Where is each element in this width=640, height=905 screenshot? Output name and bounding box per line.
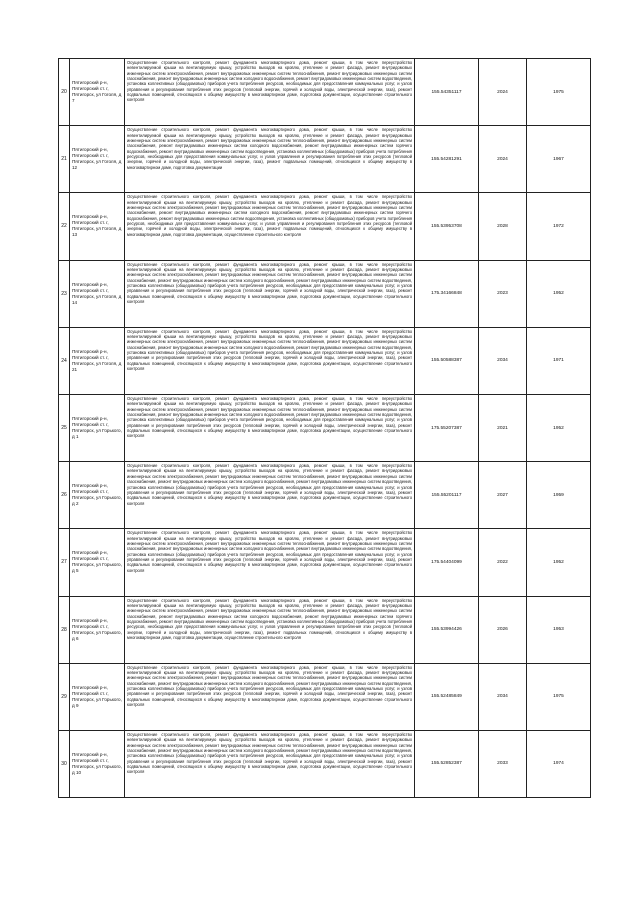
- row-code: 155.52852387: [415, 730, 479, 797]
- row-works: Осуществление строительного контроля, ремонт фундамента многоквартирного дома, ремонт крыши, в том числе переустройство невентилируемой крыши на вентилируемую крышу, устройство выходов на кровлю, утепление и ремонт фасада, ремонт внутридомовых инженерных систем электроснабжения, ремонт внутридомовых инженерных систем теплоснабжения, ремонт внутридомовых инженерных систем газоснабжения, ремонт внутридомовых инженерных систем холодного водоснабжения, ремонт внутридомовых инженерных систем горячего водоснабжения, ремонт внутридомовых инженерных систем водоотведения, установка коллективных (общедомовых) приборов учета потребления ресурсов, необходимых для предоставления коммунальных услуг, и узлов управления и регулирования потребления этих ресурсов (тепловой энергии, горячей и холодной воды, электрической энергии, газа), ремонт подвальных помещений, относящихся к общему имуществу в многоквартирном доме, подготовка документации: [125, 126, 415, 193]
- row-code: 155.55201117: [415, 462, 479, 529]
- row-year: 2024: [479, 126, 527, 193]
- table-row: [59, 126, 591, 193]
- row-built-year: 1974: [527, 730, 591, 797]
- table-row: [59, 394, 591, 461]
- row-number: 30: [59, 730, 70, 797]
- row-address: Пятигорский р-н, Пятигорский ст. г, Пятигорск, ул Горького, д 6: [70, 596, 125, 663]
- row-number: 20: [59, 59, 70, 126]
- row-address: Пятигорский р-н, Пятигорский ст. г, Пятигорск, ул Горького, д 5: [70, 529, 125, 596]
- row-year: 2026: [479, 596, 527, 663]
- row-built-year: 1967: [527, 126, 591, 193]
- row-address: Пятигорский р-н, Пятигорский ст. г, Пятигорск, ул Гоголя, д 13: [70, 193, 125, 260]
- row-number: 27: [59, 529, 70, 596]
- row-number: 23: [59, 260, 70, 327]
- row-built-year: 1959: [527, 462, 591, 529]
- row-works: Осуществление строительного контроля, ремонт фундамента многоквартирного дома, ремонт крыши, в том числе переустройство невентилируемой крыши на вентилируемую крышу, устройство выходов на кровлю, утепление и ремонт фасада, ремонт внутридомовых инженерных систем электроснабжения, ремонт внутридомовых инженерных систем теплоснабжения, ремонт внутридомовых инженерных систем газоснабжения, ремонт внутридомовых инженерных систем холодного водоснабжения, ремонт внутридомовых инженерных систем водоотведения, установка коллективных (общедомовых) приборов учета потребления ресурсов, необходимых для предоставления коммунальных услуг, и узлов управления и регулирования потребления этих ресурсов (тепловой энергии, горячей и холодной воды, электрической энергии, газа), ремонт подвальных помещений, относящихся к общему имуществу в многоквартирном доме, подготовка документации, осуществление строительного контроля: [125, 529, 415, 596]
- table-row: [59, 327, 591, 394]
- row-year: 2028: [479, 193, 527, 260]
- row-year: 2034: [479, 327, 527, 394]
- row-works: Осуществление строительного контроля, ремонт фундамента многоквартирного дома, ремонт крыши, в том числе переустройство невентилируемой крыши на вентилируемую крышу, устройство выходов на кровлю, утепление и ремонт фасада, ремонт внутридомовых инженерных систем электроснабжения, ремонт внутридомовых инженерных систем теплоснабжения, ремонт внутридомовых инженерных систем газоснабжения, ремонт внутридомовых инженерных систем холодного водоснабжения, ремонт внутридомовых инженерных систем горячего водоснабжения, ремонт внутридомовых инженерных систем водоотведения, установка коллективных (общедомовых) приборов учета потребления ресурсов, необходимых для предоставления коммунальных услуг, и узлов управления и регулирования потребления этих ресурсов (тепловой энергии, горячей и холодной воды, электрической энергии, газа), ремонт подвальных помещений, относящихся к общему имуществу в многоквартирном доме, подготовка документации, осуществление строительного контроля: [125, 596, 415, 663]
- row-number: 28: [59, 596, 70, 663]
- row-code: 155.53994426: [415, 596, 479, 663]
- row-year: 2021: [479, 394, 527, 461]
- row-code: 155.53953708: [415, 193, 479, 260]
- row-built-year: 1975: [527, 59, 591, 126]
- row-works: Осуществление строительного контроля, ремонт фундамента многоквартирного дома, ремонт крыши, в том числе переустройство невентилируемой крыши на вентилируемую крышу, устройство выходов на кровлю, утепление и ремонт фасада, ремонт внутридомовых инженерных систем электроснабжения, ремонт внутридомовых инженерных систем теплоснабжения, ремонт внутридомовых инженерных систем газоснабжения, ремонт внутридомовых инженерных систем холодного водоснабжения, ремонт внутридомовых инженерных систем водоотведения, установка коллективных (общедомовых) приборов учета потребления ресурсов, необходимых для предоставления коммунальных услуг, и узлов управления и регулирования потребления этих ресурсов (тепловой энергии, горячей и холодной воды, электрической энергии, газа), ремонт подвальных помещений, относящихся к общему имуществу в многоквартирном доме, подготовка документации, осуществление строительного контроля: [125, 394, 415, 461]
- row-code: 175.54404099: [415, 529, 479, 596]
- row-address: Пятигорский р-н, Пятигорский ст. г, Пятигорск, ул Горького, д 10: [70, 730, 125, 797]
- capital-repair-table: [58, 58, 591, 798]
- row-year: 2027: [479, 462, 527, 529]
- row-number: 26: [59, 462, 70, 529]
- table-row: [59, 663, 591, 730]
- row-works: Осуществление строительного контроля, ремонт фундамента многоквартирного дома, ремонт крыши, в том числе переустройство невентилируемой крыши на вентилируемую крышу, устройство выходов на кровлю, утепление и ремонт фасада, ремонт внутридомовых инженерных систем электроснабжения, ремонт внутридомовых инженерных систем теплоснабжения, ремонт внутридомовых инженерных систем газоснабжения, ремонт внутридомовых инженерных систем холодного водоснабжения, ремонт внутридомовых инженерных систем горячего водоснабжения, ремонт внутридомовых инженерных систем водоотведения, установка коллективных (общедомовых) приборов учета потребления ресурсов, необходимых для предоставления коммунальных услуг, и узлов управления и регулирования потребления этих ресурсов (тепловой энергии, горячей и холодной воды, электрической энергии, газа), ремонт подвальных помещений, относящихся к общему имуществу в многоквартирном доме, подготовка документации, осуществление строительного контроля: [125, 193, 415, 260]
- row-year: 2033: [479, 730, 527, 797]
- row-year: 2034: [479, 663, 527, 730]
- row-code: 175.34166848: [415, 260, 479, 327]
- row-year: 2024: [479, 59, 527, 126]
- row-code: 155.50588387: [415, 327, 479, 394]
- row-works: Осуществление строительного контроля, ремонт фундамента многоквартирного дома, ремонт крыши, в том числе переустройство невентилируемой крыши на вентилируемую крышу, устройство выходов на кровлю, утепление и ремонт фасада, ремонт внутридомовых инженерных систем электроснабжения, ремонт внутридомовых инженерных систем теплоснабжения, ремонт внутридомовых инженерных систем газоснабжения, ремонт внутридомовых инженерных систем холодного водоснабжения, ремонт внутридомовых инженерных систем водоотведения, установка коллективных (общедомовых) приборов учета потребления ресурсов, необходимых для предоставления коммунальных услуг, и узлов управления и регулирования потребления этих ресурсов (тепловой энергии, горячей и холодной воды, электрической энергии, газа), ремонт подвальных помещений, относящихся к общему имуществу в многоквартирном доме, подготовка документации, осуществление строительного контроля: [125, 59, 415, 126]
- row-year: 2023: [479, 260, 527, 327]
- row-address: Пятигорский р-н, Пятигорский ст. г, Пятигорск, ул Гоголя, д 21: [70, 327, 125, 394]
- row-address: Пятигорский р-н, Пятигорский ст. г, Пятигорск, ул Горького, д 1: [70, 394, 125, 461]
- row-built-year: 1952: [527, 394, 591, 461]
- row-year: 2022: [479, 529, 527, 596]
- row-code: 175.55207387: [415, 394, 479, 461]
- row-works: Осуществление строительного контроля, ремонт фундамента многоквартирного дома, ремонт крыши, в том числе переустройство невентилируемой крыши на вентилируемую крышу, устройство выходов на кровлю, утепление и ремонт фасада, ремонт внутридомовых инженерных систем электроснабжения, ремонт внутридомовых инженерных систем теплоснабжения, ремонт внутридомовых инженерных систем газоснабжения, ремонт внутридомовых инженерных систем холодного водоснабжения, ремонт внутридомовых инженерных систем водоотведения, установка коллективных (общедомовых) приборов учета потребления ресурсов, необходимых для предоставления коммунальных услуг, и узлов управления и регулирования потребления этих ресурсов (тепловой энергии, горячей и холодной воды, электрической энергии, газа), ремонт подвальных помещений, относящихся к общему имуществу в многоквартирном доме, подготовка документации, осуществление строительного контроля: [125, 663, 415, 730]
- row-number: 24: [59, 327, 70, 394]
- row-code: 155.54351117: [415, 59, 479, 126]
- row-code: 155.52485849: [415, 663, 479, 730]
- row-works: Осуществление строительного контроля, ремонт фундамента многоквартирного дома, ремонт крыши, в том числе переустройство невентилируемой крыши на вентилируемую крышу, устройство выходов на кровлю, утепление и ремонт фасада, ремонт внутридомовых инженерных систем электроснабжения, ремонт внутридомовых инженерных систем теплоснабжения, ремонт внутридомовых инженерных систем газоснабжения, ремонт внутридомовых инженерных систем холодного водоснабжения, ремонт внутридомовых инженерных систем водоотведения, установка коллективных (общедомовых) приборов учета потребления ресурсов, необходимых для предоставления коммунальных услуг, и узлов управления и регулирования потребления этих ресурсов (тепловой энергии, горячей и холодной воды, электрической энергии, газа), ремонт подвальных помещений, относящихся к общему имуществу в многоквартирном доме, подготовка документации, осуществление строительного контроля: [125, 462, 415, 529]
- row-works: Осуществление строительного контроля, ремонт фундамента многоквартирного дома, ремонт крыши, в том числе переустройство невентилируемой крыши на вентилируемую крышу, устройство выходов на кровлю, утепление и ремонт фасада, ремонт внутридомовых инженерных систем электроснабжения, ремонт внутридомовых инженерных систем теплоснабжения, ремонт внутридомовых инженерных систем газоснабжения, ремонт внутридомовых инженерных систем холодного водоснабжения, ремонт внутридомовых инженерных систем водоотведения, установка коллективных (общедомовых) приборов учета потребления ресурсов, необходимых для предоставления коммунальных услуг, и узлов управления и регулирования потребления этих ресурсов (тепловой энергии, горячей и холодной воды, электрической энергии, газа), ремонт подвальных помещений, относящихся к общему имуществу в многоквартирном доме, подготовка документации, осуществление строительного контроля: [125, 260, 415, 327]
- row-code: 155.54281291: [415, 126, 479, 193]
- table-row: [59, 730, 591, 797]
- row-address: Пятигорский р-н, Пятигорский ст. г, Пятигорск, ул Горького, д 9: [70, 663, 125, 730]
- document-page: [58, 58, 590, 798]
- row-built-year: 1971: [527, 327, 591, 394]
- row-address: Пятигорский р-н, Пятигорский ст. г, Пятигорск, ул Гоголя, д 7: [70, 59, 125, 126]
- table-row: [59, 260, 591, 327]
- table-body: [59, 59, 591, 798]
- row-built-year: 1953: [527, 596, 591, 663]
- table-row: [59, 462, 591, 529]
- row-built-year: 1975: [527, 663, 591, 730]
- row-address: Пятигорский р-н, Пятигорский ст. г, Пятигорск, ул Гоголя, д 12: [70, 126, 125, 193]
- row-number: 21: [59, 126, 70, 193]
- table-row: [59, 193, 591, 260]
- table-row: [59, 59, 591, 126]
- row-address: Пятигорский р-н, Пятигорский ст. г, Пятигорск, ул Гоголя, д 14: [70, 260, 125, 327]
- table-row: [59, 529, 591, 596]
- row-works: Осуществление строительного контроля, ремонт фундамента многоквартирного дома, ремонт крыши, в том числе переустройство невентилируемой крыши на вентилируемую крышу, устройство выходов на кровлю, утепление и ремонт фасада, ремонт внутридомовых инженерных систем электроснабжения, ремонт внутридомовых инженерных систем теплоснабжения, ремонт внутридомовых инженерных систем газоснабжения, ремонт внутридомовых инженерных систем холодного водоснабжения, ремонт внутридомовых инженерных систем водоотведения, установка коллективных (общедомовых) приборов учета потребления ресурсов, необходимых для предоставления коммунальных услуг, и узлов управления и регулирования потребления этих ресурсов (тепловой энергии, горячей и холодной воды, электрической энергии, газа), ремонт подвальных помещений, относящихся к общему имуществу в многоквартирном доме, подготовка документации, осуществление строительного контроля: [125, 730, 415, 797]
- table-row: [59, 596, 591, 663]
- row-works: Осуществление строительного контроля, ремонт фундамента многоквартирного дома, ремонт крыши, в том числе переустройство невентилируемой крыши на вентилируемую крышу, устройство выходов на кровлю, утепление и ремонт фасада, ремонт внутридомовых инженерных систем электроснабжения, ремонт внутридомовых инженерных систем теплоснабжения, ремонт внутридомовых инженерных систем газоснабжения, ремонт внутридомовых инженерных систем холодного водоснабжения, ремонт внутридомовых инженерных систем водоотведения, установка коллективных (общедомовых) приборов учета потребления ресурсов, необходимых для предоставления коммунальных услуг, и узлов управления и регулирования потребления этих ресурсов (тепловой энергии, горячей и холодной воды, электрической энергии, газа), ремонт подвальных помещений, относящихся к общему имуществу в многоквартирном доме, подготовка документации, осуществление строительного контроля: [125, 327, 415, 394]
- row-address: Пятигорский р-н, Пятигорский ст. г, Пятигорск, ул Горького, д 2: [70, 462, 125, 529]
- row-number: 29: [59, 663, 70, 730]
- row-built-year: 1952: [527, 260, 591, 327]
- row-number: 25: [59, 394, 70, 461]
- row-built-year: 1952: [527, 529, 591, 596]
- row-number: 22: [59, 193, 70, 260]
- row-built-year: 1972: [527, 193, 591, 260]
